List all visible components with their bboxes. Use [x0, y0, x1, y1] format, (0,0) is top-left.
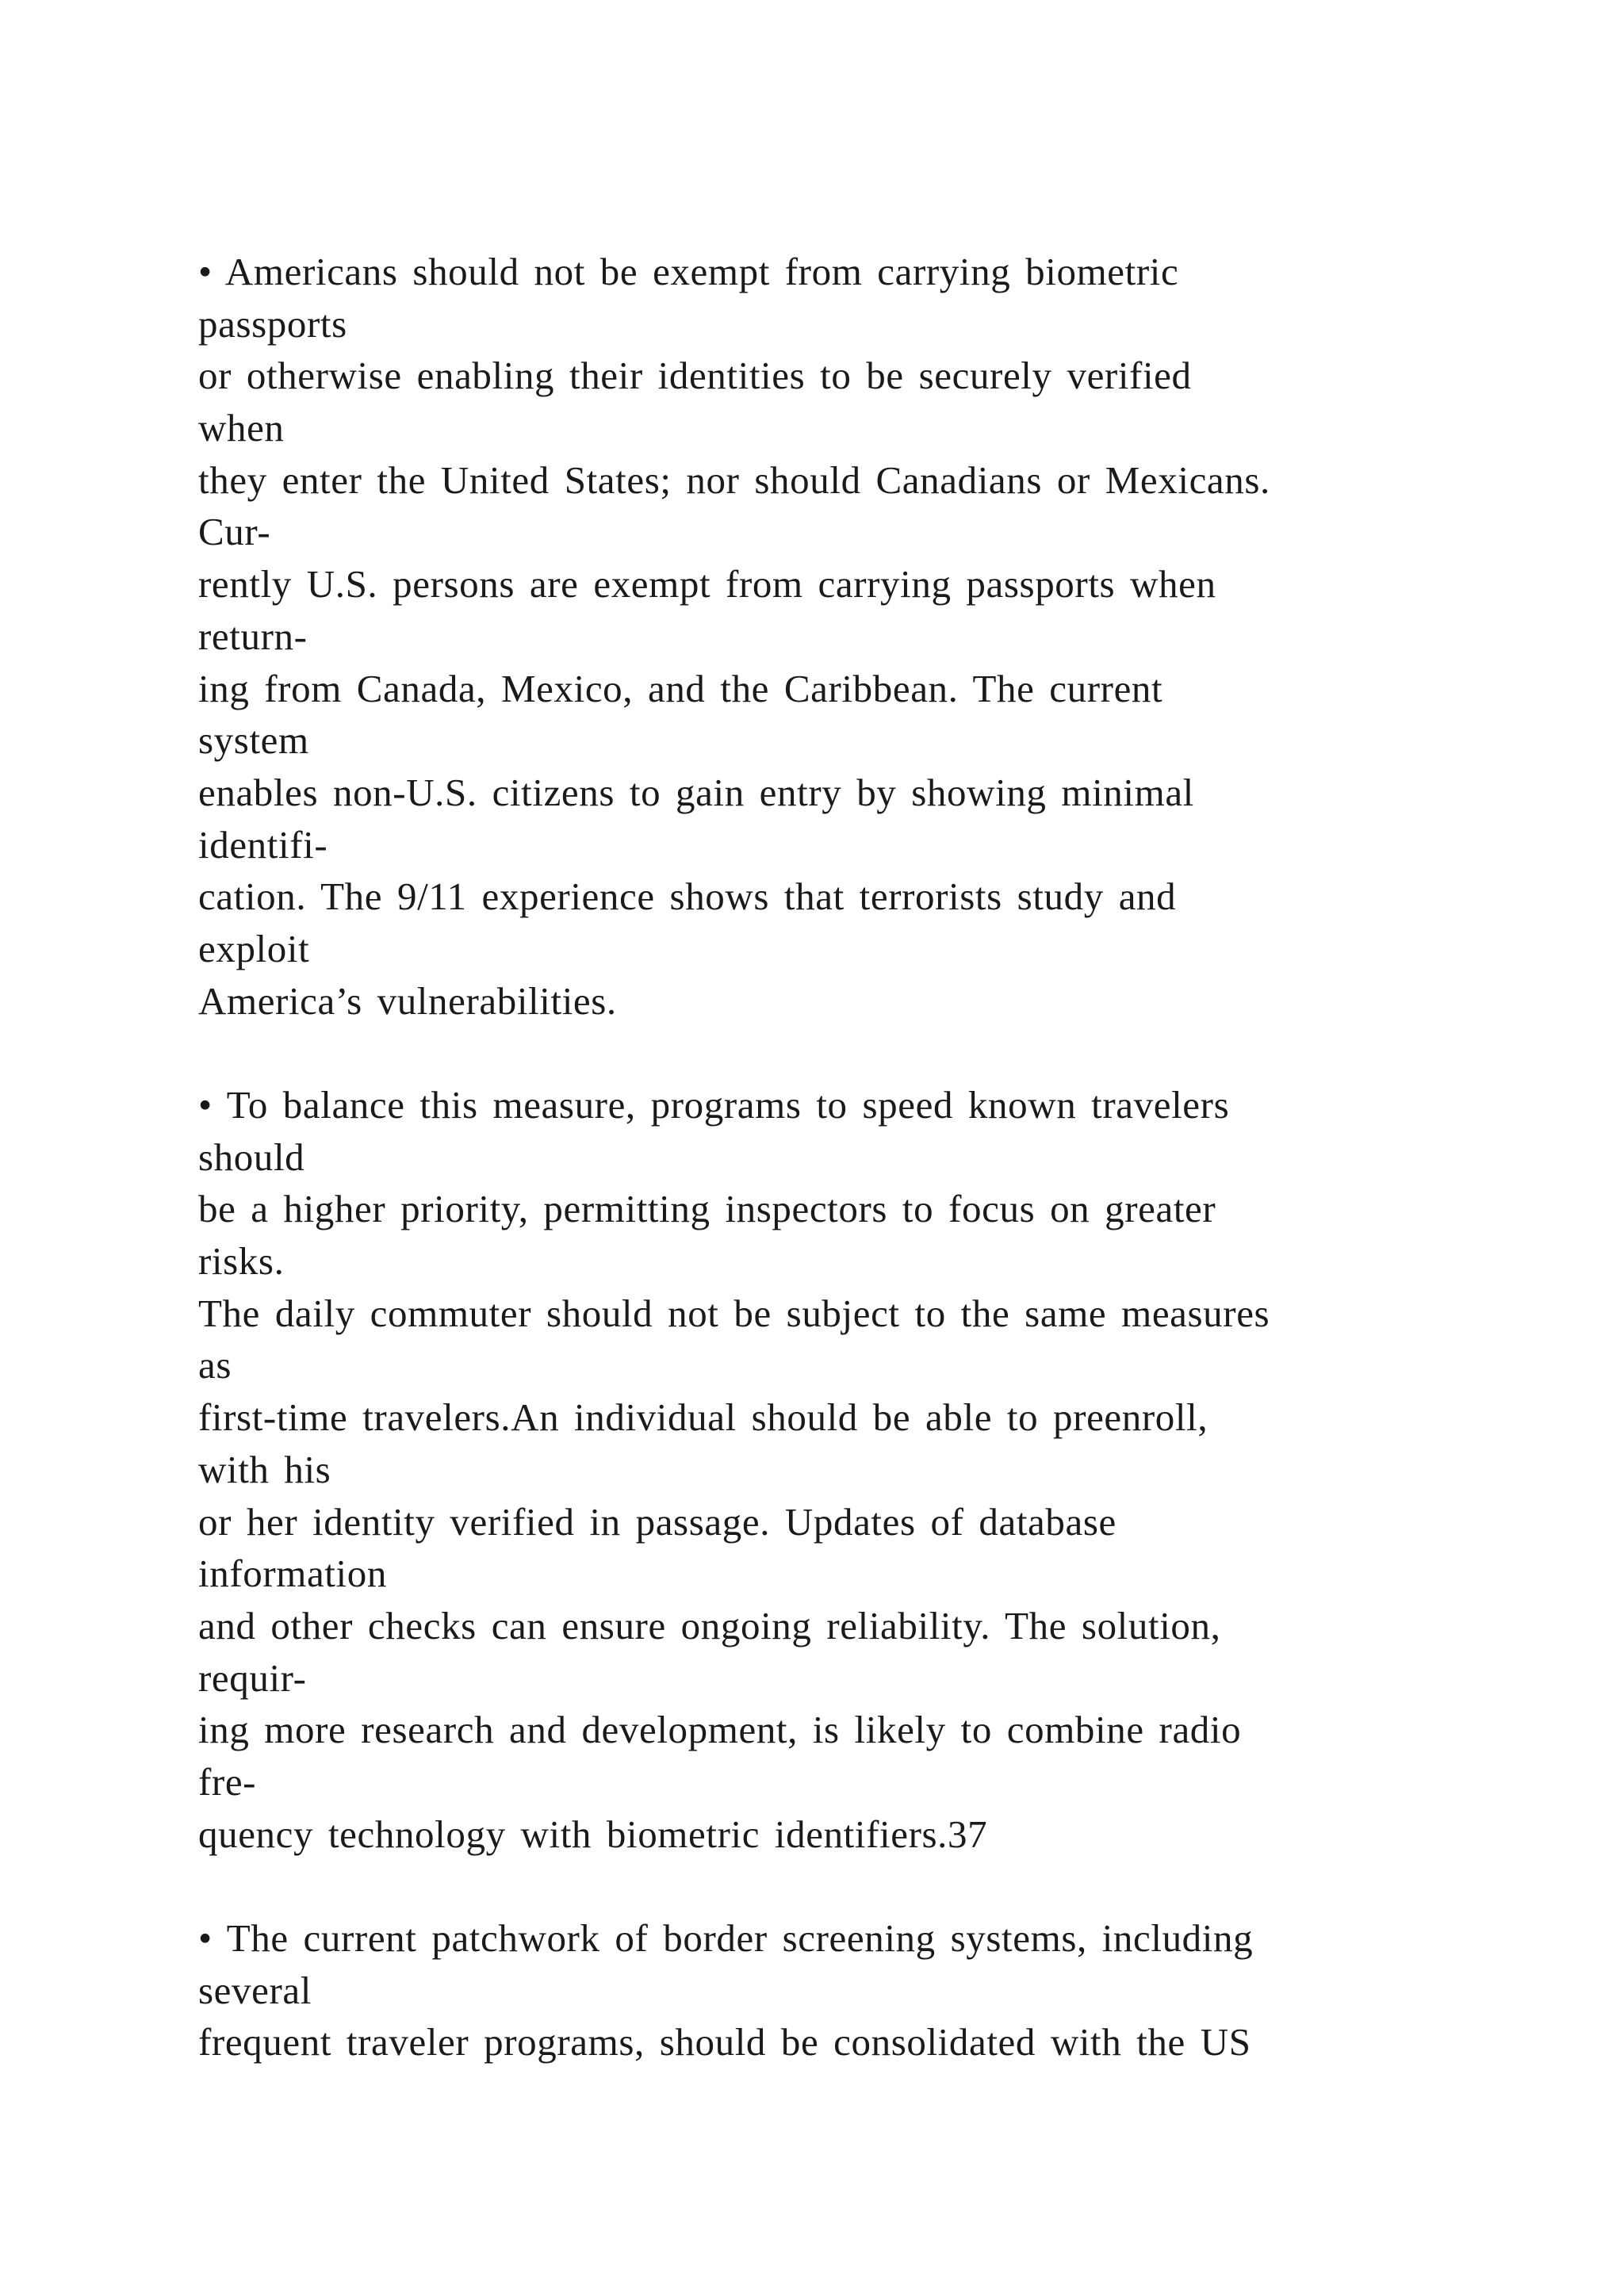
text-line: they enter the United States; nor should Canadians or Mexicans. [198, 457, 1270, 502]
text-line: exploit [198, 926, 310, 970]
text-line: requir- [198, 1655, 307, 1700]
text-line: • The current patchwork of border screening systems, including [198, 1916, 1254, 1960]
text-line: fre- [198, 1759, 257, 1804]
text-line: frequent traveler programs, should be consolidated with the US [198, 2020, 1251, 2064]
text-line: • To balance this measure, programs to speed known travelers [198, 1083, 1230, 1127]
paragraph-known-travelers [198, 1079, 1594, 1860]
text-line: cation. The 9/11 experience shows that terrorists study and [198, 874, 1177, 919]
text-line: information [198, 1552, 387, 1596]
text-line: several [198, 1968, 312, 2012]
text-line: ing more research and development, is likely to combine radio [198, 1708, 1242, 1752]
text-line: first-time travelers.An individual should be able to preenroll, [198, 1395, 1208, 1440]
text-line: • Americans should not be exempt from carrying biometric [198, 250, 1179, 293]
text-line: system [198, 718, 309, 763]
text-line: America’s vulnerabilities. [198, 978, 617, 1023]
text-line: be a higher priority, permitting inspectors to focus on greater [198, 1187, 1216, 1231]
paragraph-biometric-passports [198, 246, 1594, 1027]
text-line: enables non-U.S. citizens to gain entry by showing minimal [198, 770, 1194, 814]
text-line: risks. [198, 1239, 285, 1284]
text-line: with his [198, 1447, 331, 1491]
text-line: Cur- [198, 510, 271, 554]
paragraph-border-screening [198, 1912, 1594, 2068]
text-line: should [198, 1135, 305, 1179]
document-body [198, 246, 1594, 2068]
text-line: The daily commuter should not be subject to the same measures [198, 1291, 1270, 1335]
paragraph-spacer [198, 1860, 1594, 1912]
text-line: as [198, 1343, 232, 1387]
text-line: when [198, 406, 285, 450]
text-line: passports [198, 301, 347, 346]
text-line: or otherwise enabling their identities to be securely verified [198, 354, 1192, 398]
text-line: quency technology with biometric identifiers.37 [198, 1812, 988, 1856]
text-line: identifi- [198, 822, 328, 867]
text-line: and other checks can ensure ongoing reliability. The solution, [198, 1603, 1221, 1647]
text-line: return- [198, 614, 308, 658]
text-line: ing from Canada, Mexico, and the Caribbean. The current [198, 666, 1163, 710]
text-line: rently U.S. persons are exempt from carrying passports when [198, 562, 1216, 607]
paragraph-spacer [198, 1027, 1594, 1079]
text-line: or her identity verified in passage. Updates of database [198, 1499, 1116, 1544]
